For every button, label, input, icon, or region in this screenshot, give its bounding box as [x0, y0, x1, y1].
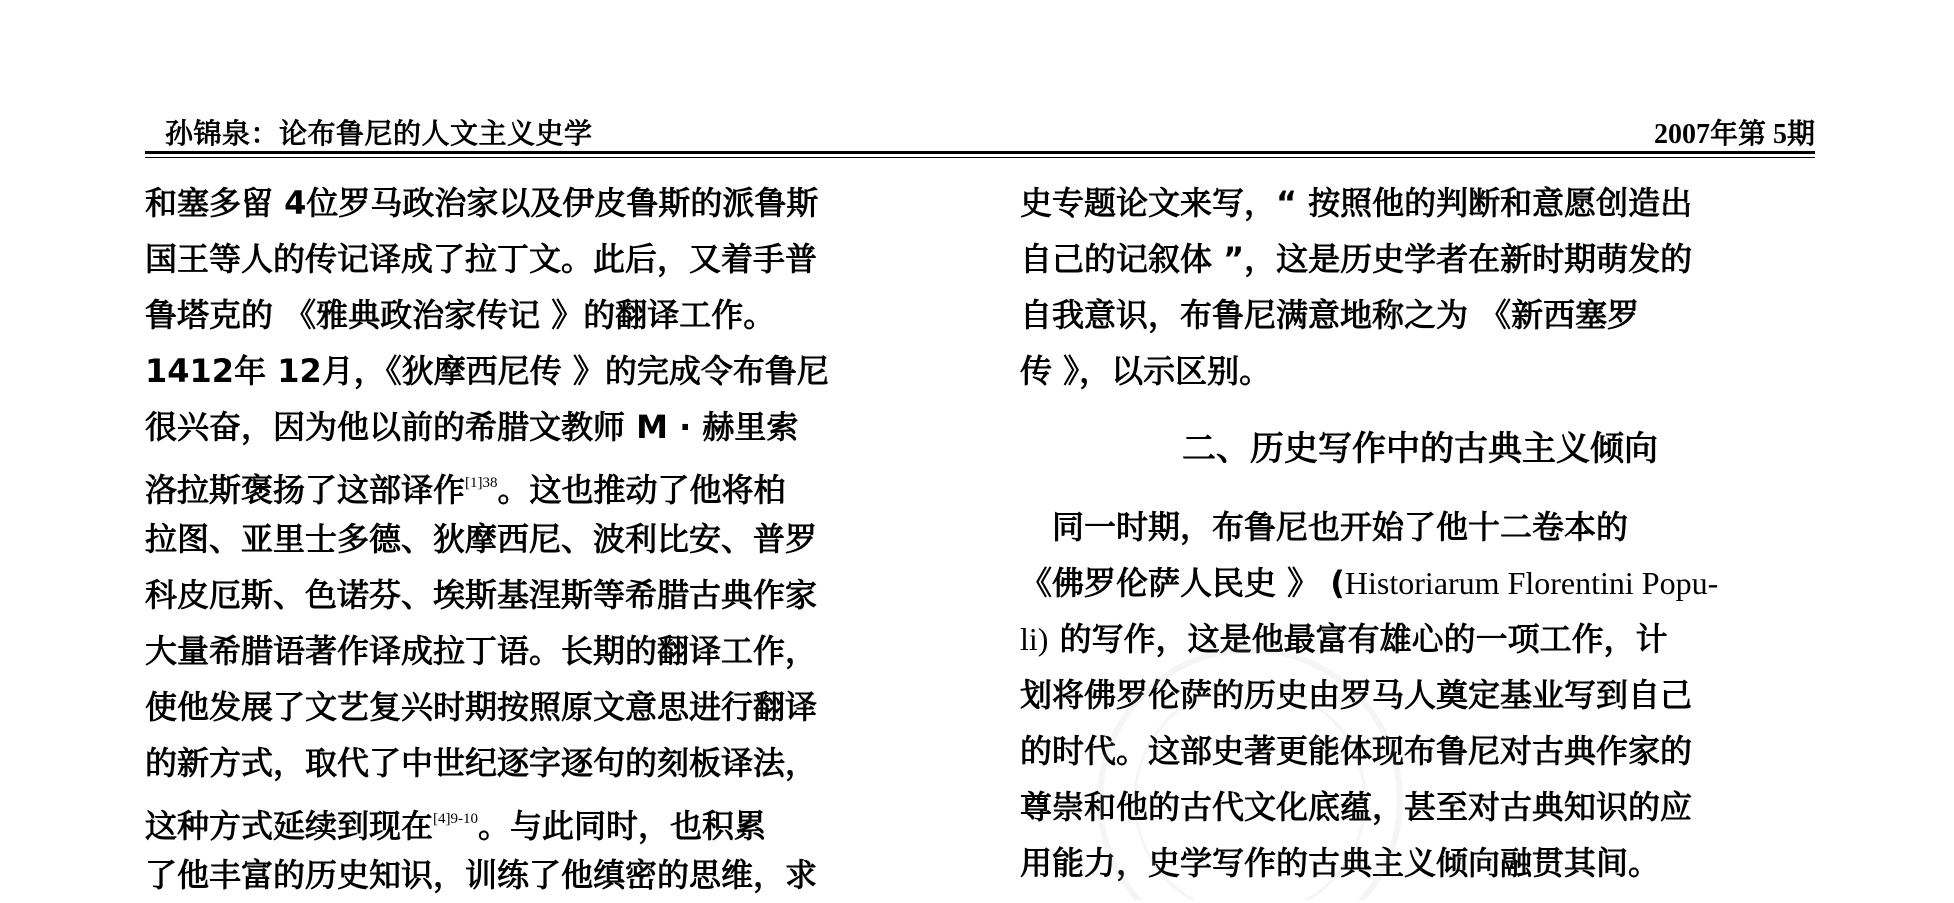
text-line: 国王等人的传记译成了拉丁文。此后，又着手普 — [145, 240, 818, 278]
text-line: 同一时期，布鲁尼也开始了他十二卷本的 — [1020, 508, 1629, 546]
header-article-title: 孙锦泉：论布鲁尼的人文主义史学 — [165, 117, 593, 150]
text-line: 自我意识，布鲁尼满意地称之为 《新西塞罗 — [1020, 296, 1640, 334]
text-line: 的新方式，取代了中世纪逐字逐句的刻板译法， — [145, 744, 818, 782]
text-run: 这种方式延续到现在 — [145, 807, 434, 845]
running-header — [145, 112, 1815, 152]
text-run: 洛拉斯褒扬了这部译作 — [145, 471, 466, 509]
text-line: 和塞多留 4位罗马政治家以及伊皮鲁斯的派鲁斯 — [145, 184, 819, 222]
citation-superscript: [4]9-10 — [433, 811, 479, 827]
text-run: 。这也推动了他将柏 — [497, 471, 786, 509]
text-line: 了他丰富的历史知识，训练了他缜密的思维，求 — [145, 856, 818, 894]
header-issue: 2007年第 5期 — [1653, 119, 1815, 150]
header-rule-thin — [145, 157, 1815, 158]
text-line — [1020, 555, 1820, 611]
text-run: 《佛罗伦萨人民史 》 ( — [1020, 564, 1345, 602]
left-column — [145, 175, 945, 903]
citation-superscript: [1]38 — [465, 475, 498, 491]
text-line: 拉图、亚里士多德、狄摩西尼、波利比安、普罗 — [145, 520, 818, 558]
section-heading: 二、历史写作中的古典主义倾向 — [1182, 429, 1658, 469]
text-line: 使他发展了文艺复兴时期按照原文意思进行翻译 — [145, 688, 818, 726]
text-line: 很兴奋，因为他以前的希腊文教师 M · 赫里索 — [145, 408, 799, 446]
text-line — [145, 791, 945, 847]
text-run: 的写作，这是他最富有雄心的一项工作，计 — [1048, 620, 1668, 658]
text-line: 用能力，史学写作的古典主义倾向融贯其间。 — [1020, 844, 1661, 882]
latin-title: li) — [1020, 621, 1049, 657]
text-line: 1412年 12月，《狄摩西尼传 》的完成令布鲁尼 — [145, 352, 829, 390]
text-line: 鲁塔克的 《雅典政治家传记 》的翻译工作。 — [145, 296, 776, 334]
header-rule-thick — [145, 151, 1815, 154]
text-line — [1020, 611, 1820, 667]
text-line: 科皮厄斯、色诺芬、埃斯基涅斯等希腊古典作家 — [145, 576, 818, 614]
text-line: 尊崇和他的古代文化底蕴，甚至对古典知识的应 — [1020, 788, 1693, 826]
text-run: 。与此同时，也积累 — [478, 807, 767, 845]
right-column — [1020, 175, 1820, 891]
latin-title: Historiarum Florentini Popu- — [1344, 565, 1719, 601]
text-line: 大量希腊语著作译成拉丁语。长期的翻译工作， — [145, 632, 818, 670]
text-line: 自己的记叙体 ”，这是历史学者在新时期萌发的 — [1020, 240, 1693, 278]
text-line: 的时代。这部史著更能体现布鲁尼对古典作家的 — [1020, 732, 1693, 770]
text-line — [145, 455, 945, 511]
text-line: 划将佛罗伦萨的历史由罗马人奠定基业写到自己 — [1020, 676, 1693, 714]
text-line: 史专题论文来写，“ 按照他的判断和意愿创造出 — [1020, 184, 1693, 222]
text-line: 传 》，以示区别。 — [1020, 352, 1272, 390]
